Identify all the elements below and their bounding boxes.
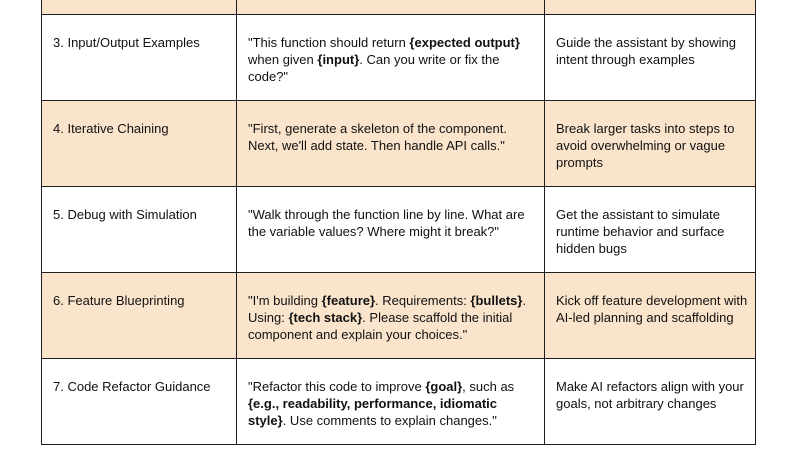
prompt-placeholder-segment: {goal} — [425, 379, 463, 394]
prompt-cell — [237, 0, 545, 15]
prompt-segment: . Use comments to explain changes." — [282, 413, 497, 428]
prompt-segment: when given — [248, 52, 318, 67]
technique-cell — [42, 15, 237, 101]
purpose-text: Make AI refactors align with your goals, not arbitrary changes — [556, 379, 744, 411]
prompt-placeholder-segment: {expected output} — [409, 35, 520, 50]
prompt-segment: "I'm building — [248, 293, 322, 308]
prompt-placeholder-segment: {input} — [317, 52, 360, 67]
prompt-cell — [237, 187, 545, 273]
table-row — [42, 359, 756, 445]
technique-label: 4. Iterative Chaining — [53, 121, 169, 136]
technique-cell — [42, 0, 237, 15]
purpose-text: Kick off feature development with AI-led planning and scaffolding — [556, 293, 748, 325]
prompt-cell — [237, 101, 545, 187]
table-row-partial — [42, 0, 756, 15]
prompt-placeholder-segment: {tech stack} — [288, 310, 363, 325]
purpose-cell — [545, 273, 756, 359]
purpose-text: Break larger tasks into steps to avoid overwhelming or vague prompts — [556, 121, 735, 170]
prompt-segment: . Requirements: — [375, 293, 471, 308]
purpose-cell — [545, 359, 756, 445]
prompt-segment: . Can you write or fix the code?" — [248, 52, 500, 84]
table-row — [42, 101, 756, 187]
technique-cell — [42, 101, 237, 187]
prompt-text — [248, 378, 538, 429]
prompt-placeholder-segment: {feature} — [321, 293, 376, 308]
table-row — [42, 187, 756, 273]
purpose-cell — [545, 101, 756, 187]
prompt-segment: "Walk through the function line by line. What are the variable values? Where might it break?" — [248, 207, 525, 239]
table-row — [42, 273, 756, 359]
prompt-text — [248, 34, 538, 85]
prompt-segment: "This function should return — [248, 35, 410, 50]
purpose-text: Get the assistant to simulate runtime behavior and surface hidden bugs — [556, 207, 725, 256]
prompt-placeholder-segment: {e.g., readability, performance, idiomatic style} — [248, 396, 497, 428]
technique-label: 3. Input/Output Examples — [53, 35, 200, 50]
prompt-techniques-table — [41, 0, 756, 445]
prompt-segment: . Please scaffold the initial component and explain your choices." — [248, 310, 513, 342]
prompt-segment: "First, generate a skeleton of the component. Next, we'll add state. Then handle API calls." — [248, 121, 507, 153]
prompt-text — [248, 120, 538, 154]
prompt-text — [248, 206, 538, 240]
purpose-cell — [545, 0, 756, 15]
prompt-placeholder-segment: {bullets} — [470, 293, 523, 308]
prompt-segment: , such as — [462, 379, 515, 394]
technique-label: 7. Code Refactor Guidance — [53, 379, 211, 394]
prompt-text — [248, 292, 538, 343]
prompt-cell — [237, 15, 545, 101]
prompt-cell — [237, 359, 545, 445]
technique-cell — [42, 359, 237, 445]
technique-cell — [42, 187, 237, 273]
technique-label: 5. Debug with Simulation — [53, 207, 197, 222]
technique-cell — [42, 273, 237, 359]
prompt-segment: . Using: — [248, 293, 527, 325]
prompt-cell — [237, 273, 545, 359]
prompt-segment: "Refactor this code to improve — [248, 379, 426, 394]
purpose-text: Guide the assistant by showing intent through examples — [556, 35, 736, 67]
purpose-cell — [545, 15, 756, 101]
table-row — [42, 15, 756, 101]
technique-label: 6. Feature Blueprinting — [53, 293, 185, 308]
purpose-cell — [545, 187, 756, 273]
